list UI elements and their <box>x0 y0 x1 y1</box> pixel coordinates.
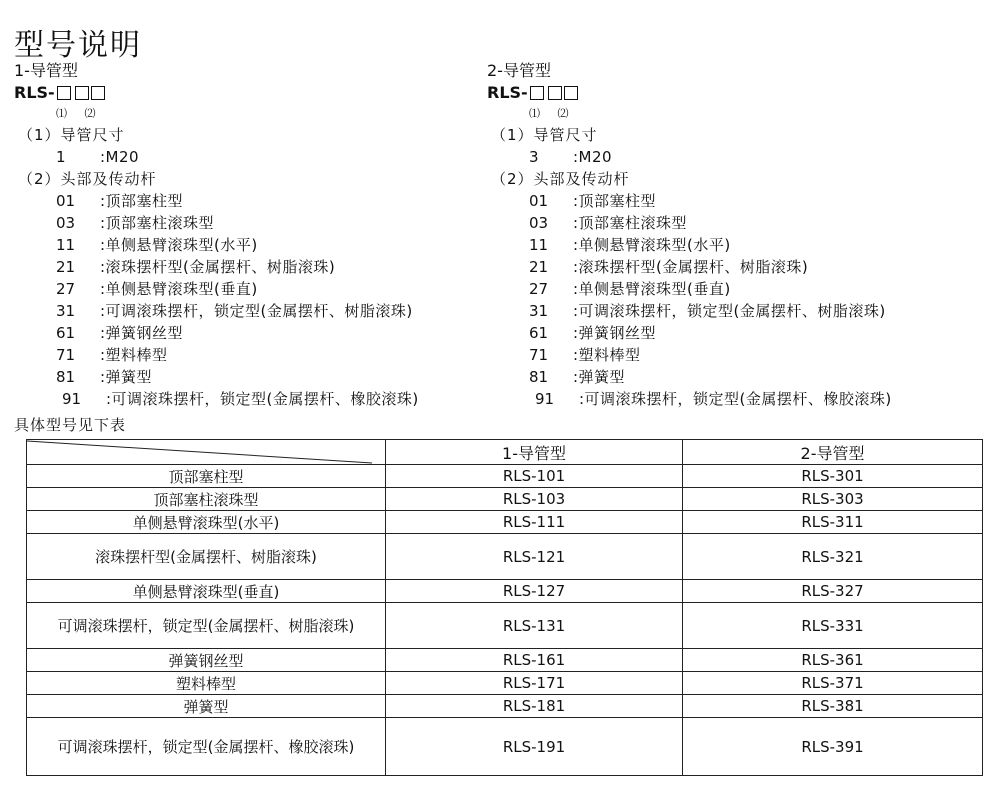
item-value: :单侧悬臂滚珠型(水平) <box>573 236 731 254</box>
item-value: :塑料棒型 <box>573 346 641 364</box>
code-mark-1: ⑴ <box>529 107 540 120</box>
item-key: 03 <box>56 214 76 232</box>
model-table <box>26 439 983 776</box>
table-row <box>27 603 983 649</box>
list-item <box>487 256 957 278</box>
table-cell: 顶部塞柱型 <box>27 465 386 488</box>
list-item <box>14 146 484 168</box>
item-value: :可调滚珠摆杆，锁定型(金属摆杆、树脂滚珠) <box>573 302 886 320</box>
item-value: :弹簧钢丝型 <box>100 324 184 342</box>
item-value: :M20 <box>100 148 140 166</box>
item-key: 91 <box>62 390 82 408</box>
table-row <box>27 488 983 511</box>
table-row <box>27 649 983 672</box>
list-item <box>487 278 957 300</box>
table-row <box>27 672 983 695</box>
column-kind: 2-导管型 <box>487 61 551 80</box>
item-value: :顶部塞柱滚珠型 <box>573 214 688 232</box>
table-cell: RLS-131 <box>386 603 683 649</box>
item-value: :塑料棒型 <box>100 346 168 364</box>
list-item <box>14 256 484 278</box>
table-cell: 顶部塞柱滚珠型 <box>27 488 386 511</box>
table-cell: RLS-171 <box>386 672 683 695</box>
item-key: 71 <box>529 346 549 364</box>
table-cell: 单侧悬臂滚珠型(水平) <box>27 511 386 534</box>
table-cell: RLS-103 <box>386 488 683 511</box>
item-key: 01 <box>529 192 549 210</box>
code-box-3 <box>91 86 105 100</box>
item-value: :可调滚珠摆杆，锁定型(金属摆杆、橡胶滚珠) <box>579 390 892 408</box>
item-value: :滚珠摆杆型(金属摆杆、树脂滚珠) <box>573 258 809 276</box>
list-item <box>487 388 957 410</box>
table-header-row <box>27 440 983 465</box>
code-mark-1: ⑴ <box>56 107 67 120</box>
item-value: :单侧悬臂滚珠型(垂直) <box>100 280 258 298</box>
table-cell: RLS-321 <box>683 534 983 580</box>
table-cell: RLS-181 <box>386 695 683 718</box>
item-value: :弹簧型 <box>100 368 153 386</box>
list-item <box>487 300 957 322</box>
item-value: :单侧悬臂滚珠型(水平) <box>100 236 258 254</box>
table-cell: RLS-311 <box>683 511 983 534</box>
item-key: 91 <box>535 390 555 408</box>
table-cell: RLS-121 <box>386 534 683 580</box>
code-marks <box>487 104 957 124</box>
table-cell: RLS-127 <box>386 580 683 603</box>
list-item <box>14 388 484 410</box>
table-header-cell: 2-导管型 <box>683 440 983 465</box>
table-cell: RLS-301 <box>683 465 983 488</box>
item-value: :顶部塞柱型 <box>573 192 657 210</box>
code-mark-2: ⑵ <box>557 107 569 120</box>
item-value: :单侧悬臂滚珠型(垂直) <box>573 280 731 298</box>
item-key: 71 <box>56 346 76 364</box>
column-kind: 1-导管型 <box>14 61 78 80</box>
item-value: :弹簧钢丝型 <box>573 324 657 342</box>
list-item <box>487 146 957 168</box>
model-code <box>14 82 484 104</box>
code-prefix: RLS- <box>14 83 55 102</box>
code-box-2 <box>548 86 562 100</box>
table-cell: RLS-161 <box>386 649 683 672</box>
model-code <box>487 82 957 104</box>
table-cell: 滚珠摆杆型(金属摆杆、树脂滚珠) <box>27 534 386 580</box>
list-item <box>14 366 484 388</box>
table-cell: 塑料棒型 <box>27 672 386 695</box>
code-box-2 <box>75 86 89 100</box>
page-title: 型号说明 <box>14 28 142 63</box>
item-value: :M20 <box>573 148 613 166</box>
item-key: 11 <box>56 236 76 254</box>
table-cell: 单侧悬臂滚珠型(垂直) <box>27 580 386 603</box>
table-header-cell: 1-导管型 <box>386 440 683 465</box>
table-cell: RLS-101 <box>386 465 683 488</box>
list-item <box>487 322 957 344</box>
table-cell: RLS-391 <box>683 718 983 776</box>
code-box-1 <box>57 86 71 100</box>
table-corner-cell <box>27 440 386 465</box>
code-box-3 <box>564 86 578 100</box>
model-column-2 <box>487 60 957 410</box>
table-cell: 可调滚珠摆杆，锁定型(金属摆杆、橡胶滚珠) <box>27 718 386 776</box>
item-value: :弹簧型 <box>573 368 626 386</box>
table-row <box>27 580 983 603</box>
table-cell: RLS-381 <box>683 695 983 718</box>
list-item <box>14 190 484 212</box>
table-cell: RLS-191 <box>386 718 683 776</box>
list-item <box>487 190 957 212</box>
item-key: 11 <box>529 236 549 254</box>
item-key: 1 <box>56 148 66 166</box>
model-column-1 <box>14 60 484 410</box>
list-item <box>14 322 484 344</box>
section-title-head: （2）头部及传动杆 <box>18 170 157 188</box>
section-title-size: （1）导管尺寸 <box>18 126 125 144</box>
item-key: 81 <box>529 368 549 386</box>
section-title-size: （1）导管尺寸 <box>491 126 598 144</box>
item-key: 21 <box>529 258 549 276</box>
item-key: 61 <box>56 324 76 342</box>
table-cell: RLS-371 <box>683 672 983 695</box>
item-key: 27 <box>529 280 549 298</box>
table-cell: RLS-111 <box>386 511 683 534</box>
item-key: 03 <box>529 214 549 232</box>
code-prefix: RLS- <box>487 83 528 102</box>
code-mark-2: ⑵ <box>84 107 96 120</box>
item-key: 27 <box>56 280 76 298</box>
list-item <box>487 366 957 388</box>
item-key: 3 <box>529 148 539 166</box>
table-cell: 弹簧型 <box>27 695 386 718</box>
item-value: :可调滚珠摆杆，锁定型(金属摆杆、树脂滚珠) <box>100 302 413 320</box>
item-key: 31 <box>529 302 549 320</box>
code-box-1 <box>530 86 544 100</box>
diagonal-line <box>27 440 385 464</box>
item-key: 61 <box>529 324 549 342</box>
list-item <box>14 300 484 322</box>
section-title-head: （2）头部及传动杆 <box>491 170 630 188</box>
table-note: 具体型号见下表 <box>14 416 127 434</box>
list-item <box>14 278 484 300</box>
item-value: :顶部塞柱滚珠型 <box>100 214 215 232</box>
list-item <box>14 344 484 366</box>
code-marks <box>14 104 484 124</box>
table-row <box>27 695 983 718</box>
item-value: :顶部塞柱型 <box>100 192 184 210</box>
table-row <box>27 718 983 776</box>
table-cell: 可调滚珠摆杆，锁定型(金属摆杆、树脂滚珠) <box>27 603 386 649</box>
item-key: 01 <box>56 192 76 210</box>
list-item <box>14 234 484 256</box>
table-cell: RLS-361 <box>683 649 983 672</box>
list-item <box>487 212 957 234</box>
table-cell: RLS-327 <box>683 580 983 603</box>
table-row <box>27 534 983 580</box>
item-value: :可调滚珠摆杆，锁定型(金属摆杆、橡胶滚珠) <box>106 390 419 408</box>
table-row <box>27 465 983 488</box>
table-row <box>27 511 983 534</box>
list-item <box>487 234 957 256</box>
item-value: :滚珠摆杆型(金属摆杆、树脂滚珠) <box>100 258 336 276</box>
item-key: 31 <box>56 302 76 320</box>
table-cell: 弹簧钢丝型 <box>27 649 386 672</box>
list-item <box>14 212 484 234</box>
table-cell: RLS-331 <box>683 603 983 649</box>
table-cell: RLS-303 <box>683 488 983 511</box>
item-key: 21 <box>56 258 76 276</box>
list-item <box>487 344 957 366</box>
item-key: 81 <box>56 368 76 386</box>
